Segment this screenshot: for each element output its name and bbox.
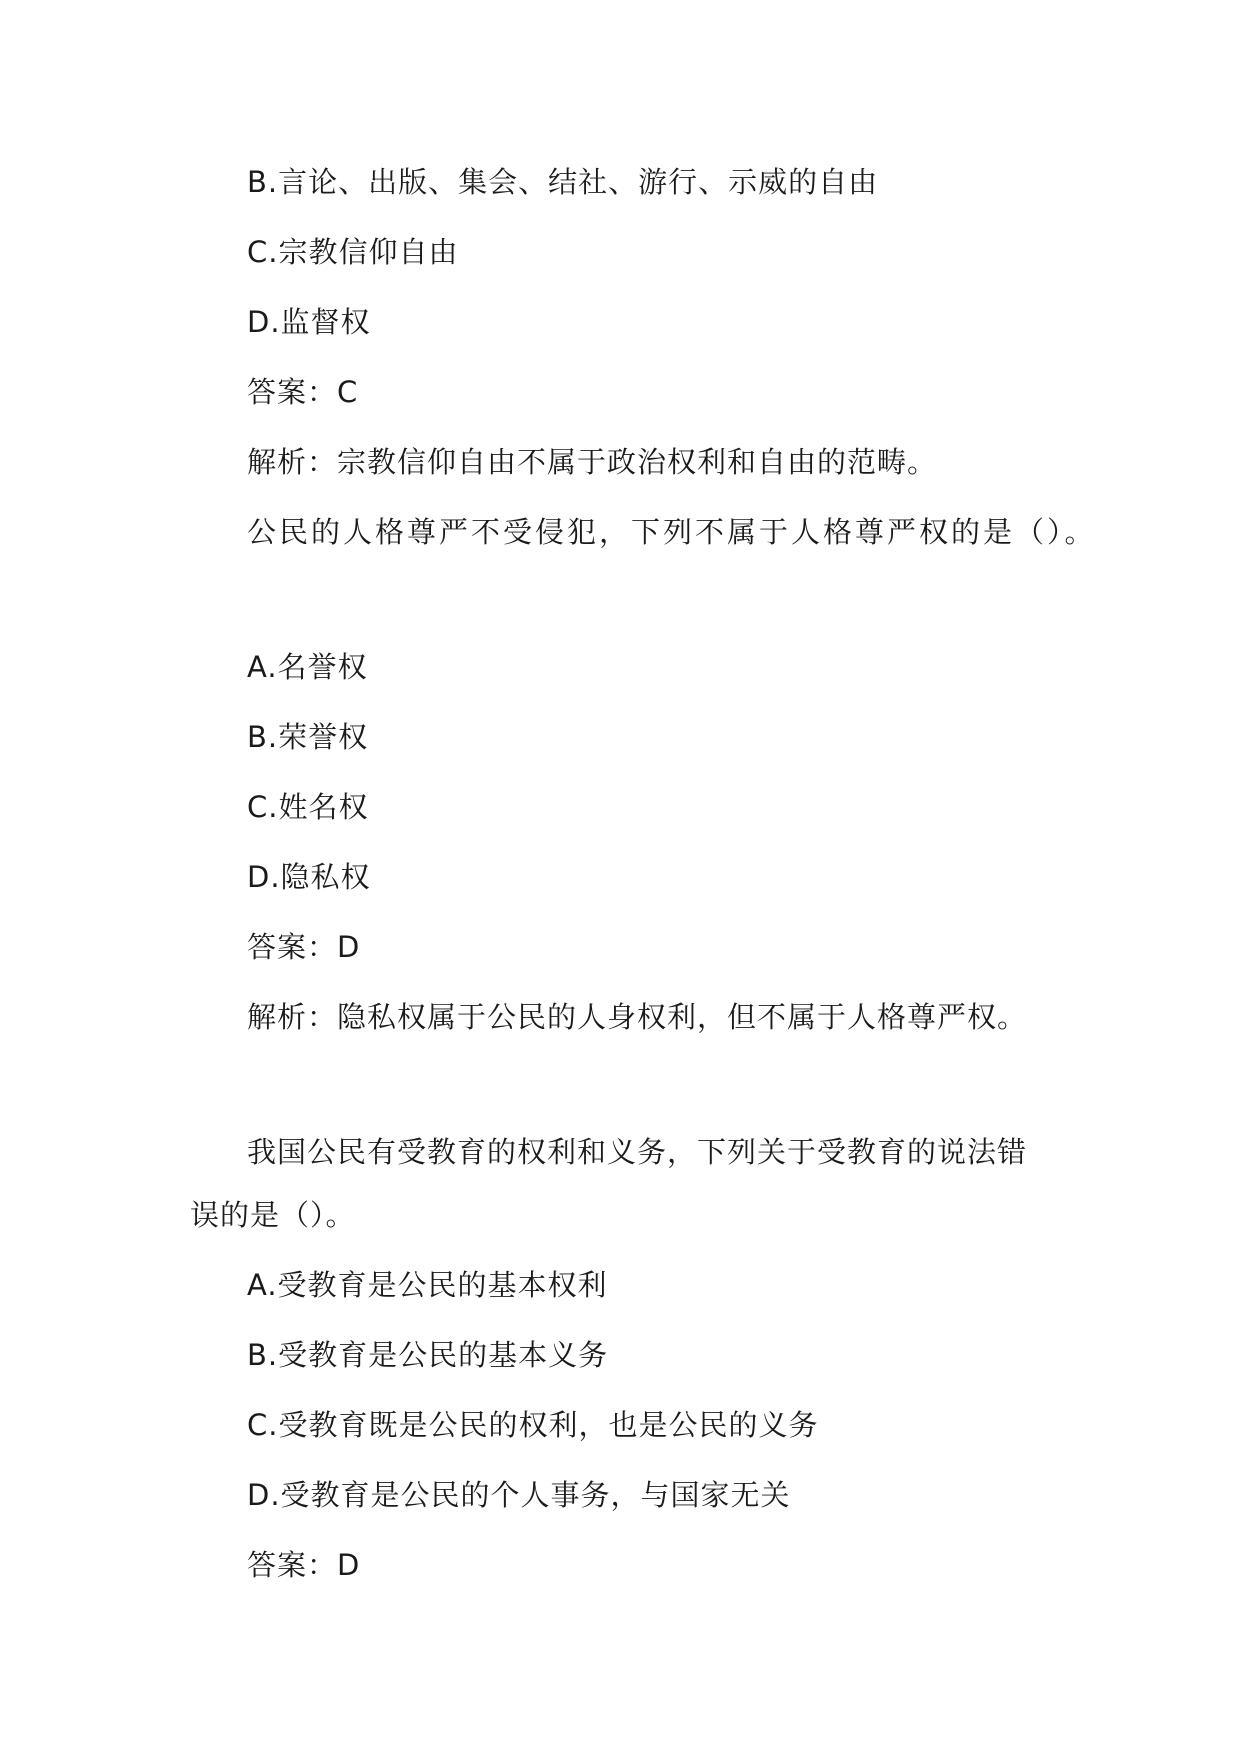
q2-option-a: A.名誉权 [247, 650, 368, 684]
q2-option-d: D.隐私权 [247, 860, 371, 894]
q2-analysis: 解析：隐私权属于公民的人身权利，但不属于人格尊严权。 [247, 1000, 1028, 1034]
q2-answer: 答案：D [247, 930, 361, 964]
q3-option-c: C.受教育既是公民的权利，也是公民的义务 [247, 1408, 819, 1442]
q1-option-b: B.言论、出版、集会、结社、游行、示威的自由 [247, 165, 879, 199]
q3-question-line2: 误的是（）。 [190, 1198, 356, 1232]
q3-answer: 答案：D [247, 1548, 361, 1582]
q1-analysis: 解析：宗教信仰自由不属于政治权利和自由的范畴。 [247, 445, 938, 479]
q3-question-line1: 我国公民有受教育的权利和义务，下列关于受教育的说法错 [247, 1135, 1028, 1169]
q2-option-c: C.姓名权 [247, 790, 369, 824]
q3-option-b: B.受教育是公民的基本义务 [247, 1338, 609, 1372]
q2-question: 公民的人格尊严不受侵犯，下列不属于人格尊严权的是（）。 [247, 515, 1097, 549]
q3-option-a: A.受教育是公民的基本权利 [247, 1268, 608, 1302]
q1-option-c: C.宗教信仰自由 [247, 235, 459, 269]
q3-option-d: D.受教育是公民的个人事务，与国家无关 [247, 1478, 791, 1512]
q2-option-b: B.荣誉权 [247, 720, 369, 754]
q1-answer: 答案：C [247, 375, 359, 409]
q1-option-d: D.监督权 [247, 305, 371, 339]
